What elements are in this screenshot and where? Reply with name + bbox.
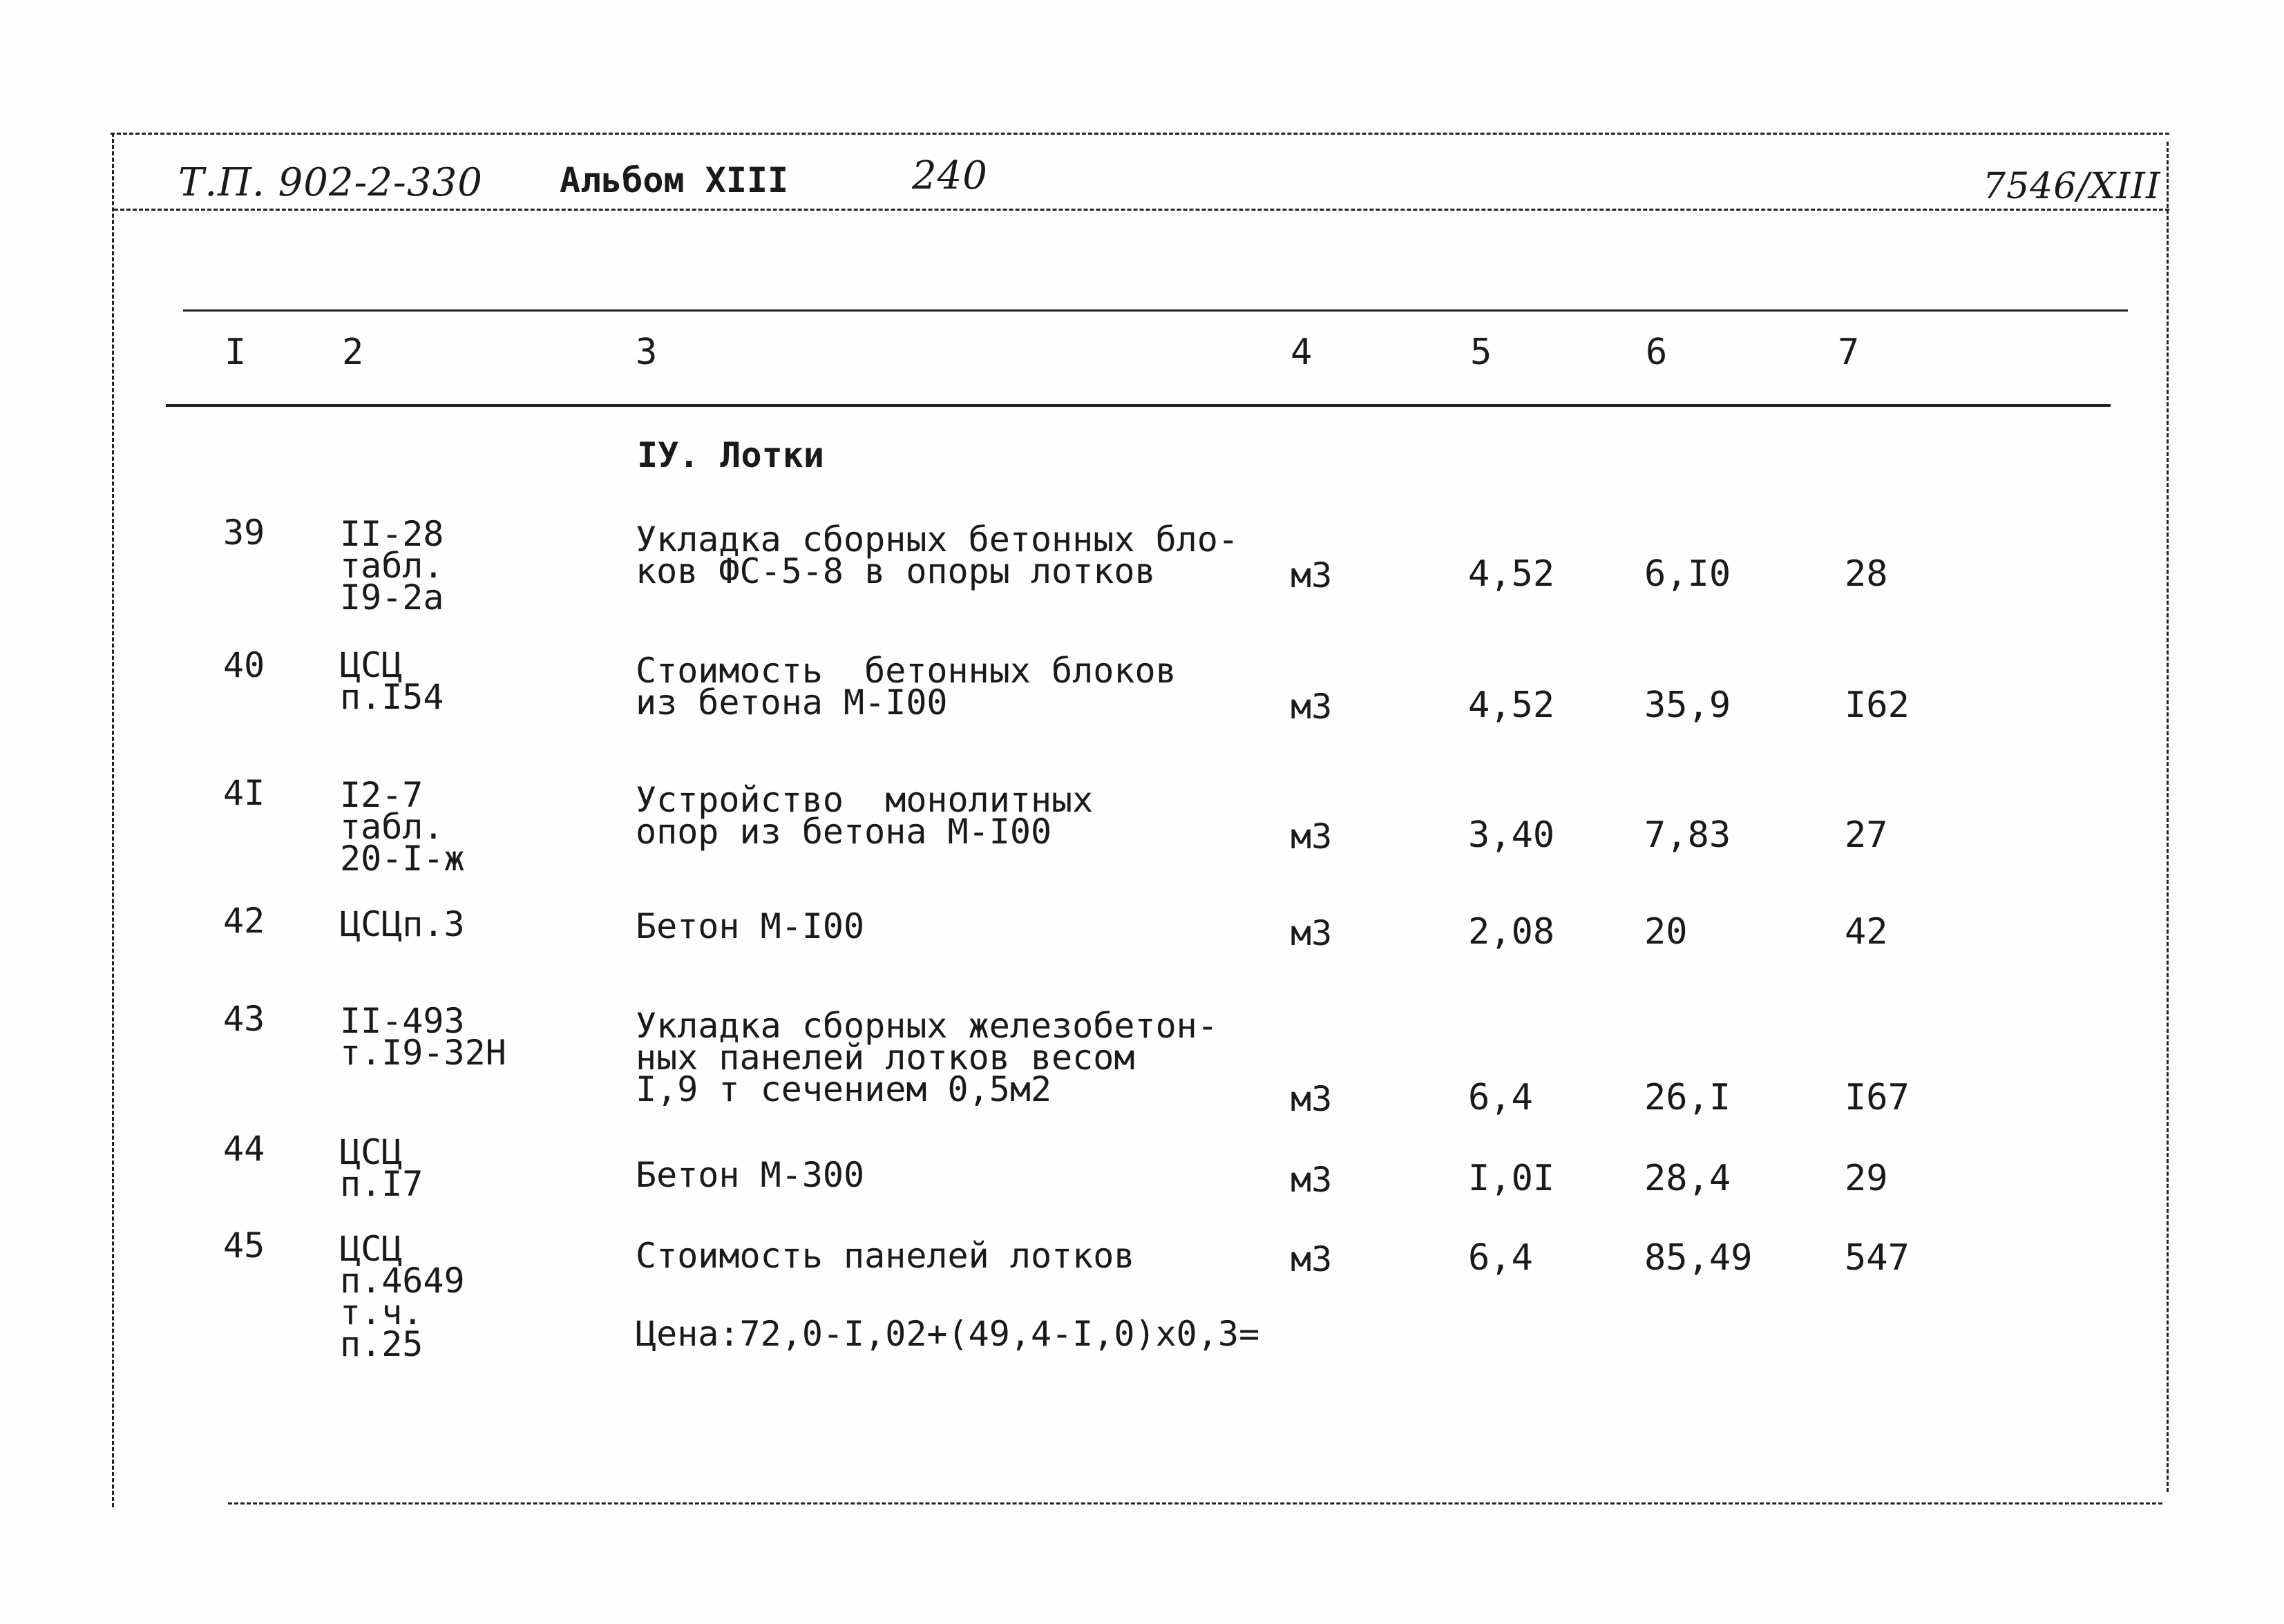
row-total: 27 bbox=[1845, 814, 1888, 856]
column-header-4: 4 bbox=[1291, 332, 1313, 373]
row-description: Укладка сборных железобетон- ных панелей лотков весом I,9 т сечением 0,5м2 bbox=[636, 1006, 1218, 1109]
row-description: Стоимость бетонных блоков из бетона М-I00 bbox=[636, 651, 1177, 723]
row-total: 29 bbox=[1845, 1158, 1888, 1199]
row-unit: м3 bbox=[1291, 555, 1333, 595]
row-unit-price: 35,9 bbox=[1644, 685, 1731, 726]
row-number: 39 bbox=[223, 513, 265, 553]
archive-code: 7546/XIII bbox=[1983, 166, 2161, 207]
frame-bottom-border bbox=[228, 1502, 2162, 1504]
row-quantity: 4,52 bbox=[1468, 685, 1555, 726]
row-total: 42 bbox=[1845, 911, 1888, 953]
row-quantity: 6,4 bbox=[1468, 1077, 1533, 1118]
frame-top-border bbox=[111, 133, 2169, 135]
page-number: 240 bbox=[912, 153, 988, 198]
column-header-7: 7 bbox=[1838, 332, 1860, 373]
row-number: 4I bbox=[223, 773, 265, 813]
row-reference: II-493 т.I9-32Н bbox=[340, 1001, 506, 1073]
row-reference: ЦСЦ п.4649 т.ч. п.25 bbox=[340, 1229, 465, 1364]
row-total: I67 bbox=[1845, 1077, 1910, 1118]
row-quantity: 2,08 bbox=[1468, 911, 1555, 953]
column-header-1: I bbox=[225, 332, 247, 373]
row-number: 44 bbox=[223, 1129, 265, 1169]
row-reference: ЦСЦ п.I54 bbox=[340, 645, 444, 717]
project-code: Т.П. 902-2-330 bbox=[178, 160, 483, 205]
row-unit: м3 bbox=[1291, 1160, 1333, 1200]
price-formula-note: Цена:72,0-I,02+(49,4-I,0)х0,3= bbox=[636, 1314, 1260, 1354]
row-total: 28 bbox=[1845, 553, 1888, 595]
frame-right-border bbox=[2167, 142, 2169, 1492]
row-reference: I2-7 табл. 20-I-ж bbox=[340, 775, 465, 879]
row-unit: м3 bbox=[1291, 816, 1333, 857]
row-unit-price: 6,I0 bbox=[1644, 553, 1731, 595]
row-unit: м3 bbox=[1291, 913, 1333, 953]
table-top-rule bbox=[183, 309, 2128, 312]
row-number: 40 bbox=[223, 645, 265, 685]
row-number: 42 bbox=[223, 901, 265, 941]
frame-left-border bbox=[112, 133, 114, 1507]
row-unit: м3 bbox=[1291, 687, 1333, 727]
row-unit-price: 26,I bbox=[1644, 1077, 1731, 1118]
column-header-6: 6 bbox=[1646, 332, 1668, 373]
row-reference: II-28 табл. I9-2а bbox=[340, 514, 444, 618]
column-header-3: 3 bbox=[636, 332, 658, 373]
row-reference: ЦСЦп.3 bbox=[340, 904, 465, 944]
row-description: Стоимость панелей лотков bbox=[636, 1236, 1135, 1276]
row-description: Укладка сборных бетонных бло- ков ФС-5-8 в опоры лотков bbox=[636, 519, 1239, 591]
column-header-5: 5 bbox=[1470, 332, 1492, 373]
column-header-2: 2 bbox=[342, 332, 364, 373]
row-unit: м3 bbox=[1291, 1079, 1333, 1119]
row-total: 547 bbox=[1845, 1237, 1910, 1279]
row-number: 43 bbox=[223, 999, 265, 1039]
row-unit-price: 7,83 bbox=[1644, 814, 1731, 856]
row-quantity: I,0I bbox=[1468, 1158, 1555, 1199]
row-quantity: 6,4 bbox=[1468, 1237, 1533, 1279]
row-unit-price: 20 bbox=[1644, 911, 1688, 953]
table-header-rule bbox=[166, 404, 2111, 407]
section-title: IУ. Лотки bbox=[637, 435, 824, 475]
row-unit-price: 28,4 bbox=[1644, 1158, 1731, 1199]
row-total: I62 bbox=[1845, 685, 1910, 726]
row-number: 45 bbox=[223, 1225, 265, 1265]
row-description: Бетон М-300 bbox=[636, 1155, 865, 1195]
row-description: Бетон М-I00 bbox=[636, 906, 865, 946]
row-reference: ЦСЦ п.I7 bbox=[340, 1132, 424, 1204]
row-description: Устройство монолитных опор из бетона М-I00 bbox=[636, 780, 1094, 852]
album-label: Альбом XIII bbox=[560, 160, 789, 200]
row-unit-price: 85,49 bbox=[1644, 1237, 1753, 1279]
row-quantity: 3,40 bbox=[1468, 814, 1555, 856]
header-divider bbox=[114, 209, 2169, 211]
row-unit: м3 bbox=[1291, 1239, 1333, 1279]
row-quantity: 4,52 bbox=[1468, 553, 1555, 595]
